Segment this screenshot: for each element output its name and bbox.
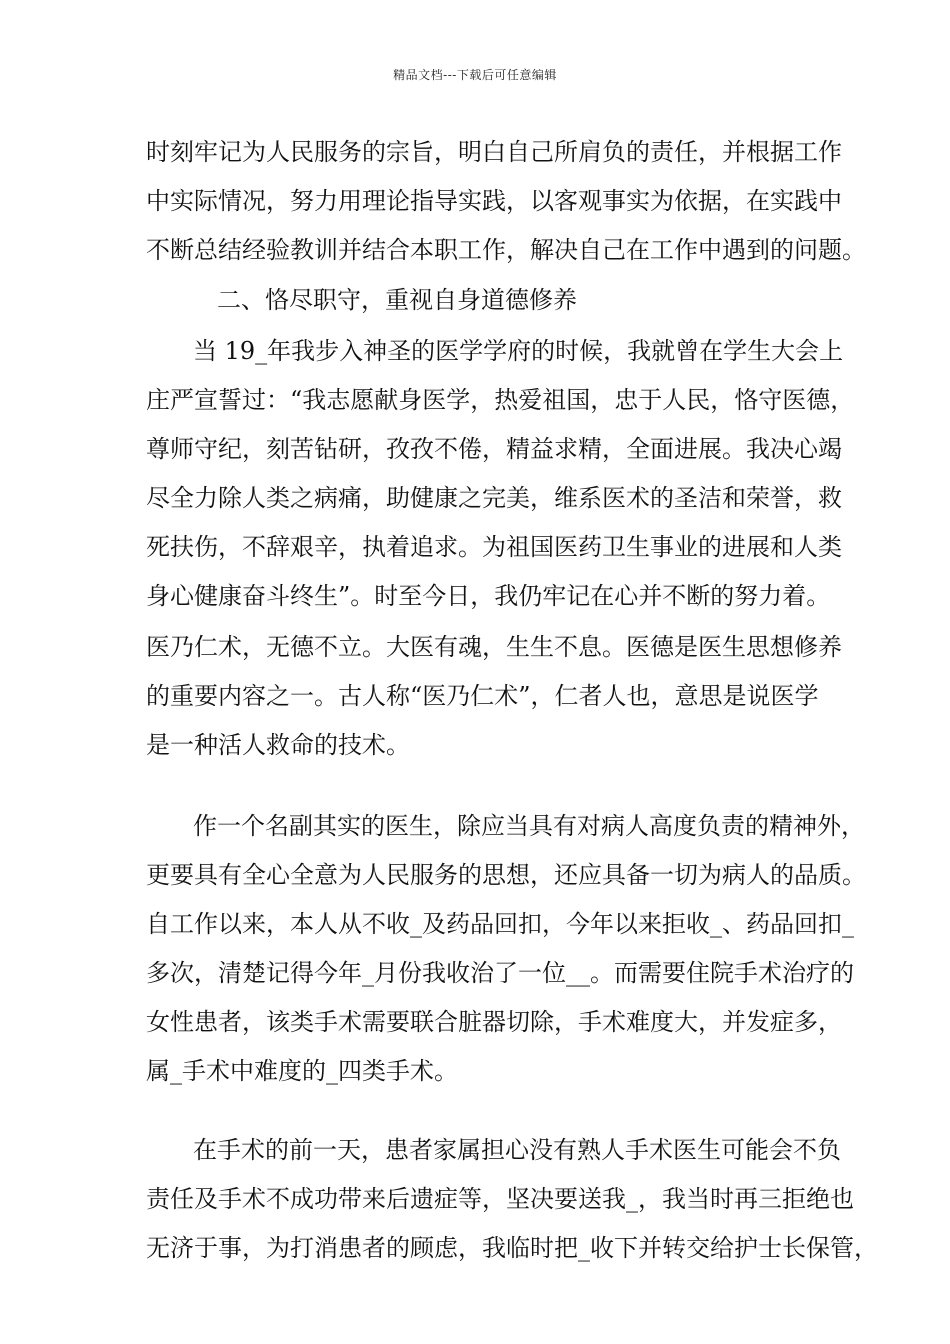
body-line: 自工作以来，本人从不收_及药品回扣，今年以来拒收_、药品回扣_ (146, 910, 854, 938)
body-line: 中实际情况，努力用理论指导实践，以客观事实为依据，在实践中 (146, 187, 842, 215)
body-line: 无济于事，为打消患者的顾虑，我临时把_收下并转交给护士长保管， (146, 1234, 878, 1262)
body-line: 属_手术中难度的_四类手术。 (146, 1057, 458, 1085)
body-line: 时刻牢记为人民服务的宗旨，明白自己所肩负的责任，并根据工作 (146, 138, 842, 166)
body-line: 死扶伤，不辞艰辛，执着追求。为祖国医药卫生事业的进展和人类 (146, 533, 842, 561)
body-line: 多次，清楚记得今年_月份我收治了一位__。而需要住院手术治疗的 (146, 959, 854, 987)
body-line: 作一个名副其实的医生，除应当具有对病人高度负责的精神外， (193, 812, 865, 840)
body-line: 身心健康奋斗终生”。时至今日，我仍牢记在心并不断的努力着。 (146, 582, 831, 610)
body-line: 医乃仁术，无德不立。大医有魂，生生不息。医德是医生思想修养 (146, 633, 842, 661)
body-line: 的重要内容之一。古人称“医乃仁术”，仁者人也，意思是说医学 (146, 682, 819, 710)
body-line: 尽全力除人类之病痛，助健康之完美，维系医术的圣洁和荣誉，救 (146, 484, 842, 512)
section-heading: 二、恪尽职守，重视自身道德修养 (217, 286, 577, 314)
body-line: 庄严宣誓过：“我志愿献身医学，热爱祖国，忠于人民，恪守医德， (146, 386, 855, 414)
page-header: 精品文档---下载后可任意编辑 (393, 68, 557, 82)
body-line: 责任及手术不成功带来后遗症等，坚决要送我_，我当时再三拒绝也 (146, 1185, 854, 1213)
body-line: 更要具有全心全意为人民服务的思想，还应具备一切为病人的品质。 (146, 861, 866, 889)
body-line: 女性患者，该类手术需要联合脏器切除，手术难度大，并发症多， (146, 1008, 842, 1036)
body-line: 是一种活人救命的技术。 (146, 731, 410, 759)
body-line: 在手术的前一天，患者家属担心没有熟人手术医生可能会不负 (193, 1136, 841, 1164)
body-line: 当 19_年我步入神圣的医学学府的时候，我就曾在学生大会上 (193, 337, 844, 365)
body-line: 尊师守纪，刻苦钻研，孜孜不倦，精益求精，全面进展。我决心竭 (146, 435, 842, 463)
body-line: 不断总结经验教训并结合本职工作，解决自己在工作中遇到的问题。 (146, 236, 866, 264)
